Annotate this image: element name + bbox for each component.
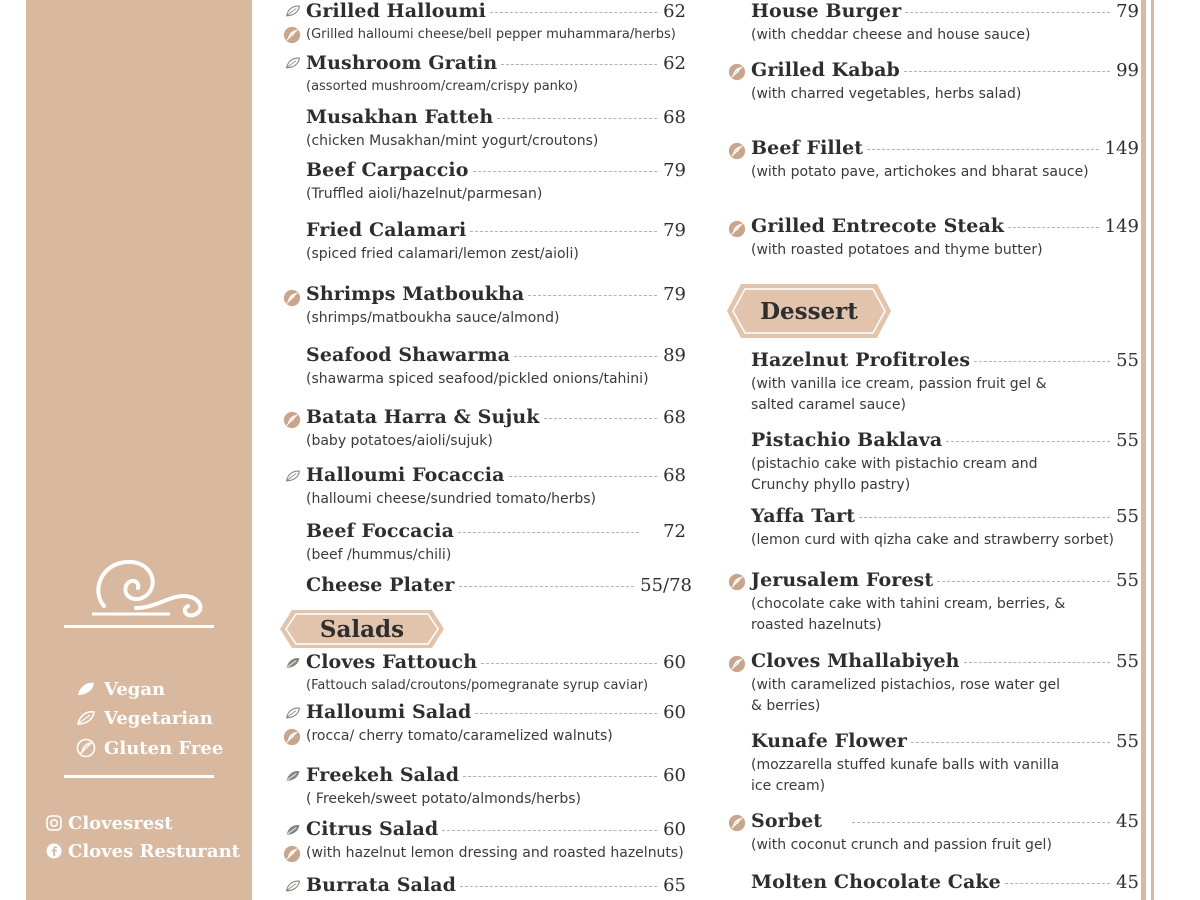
- vegetarian-leaf-icon: [285, 878, 301, 894]
- menu-item: [751, 871, 1139, 893]
- item-name: Freekeh Salad: [306, 764, 460, 786]
- menu-item: [306, 701, 686, 747]
- item-price: 60: [663, 819, 686, 840]
- item-price: 62: [663, 53, 686, 74]
- item-price: 89: [663, 345, 686, 366]
- gluten-free-icon: [728, 142, 746, 160]
- item-description: ice cream): [751, 778, 826, 794]
- item-description: (shawarma spiced seafood/pickled onions/tahini): [306, 371, 649, 387]
- item-name: Cloves Fattouch: [306, 651, 478, 673]
- item-description: (with coconut crunch and passion fruit gel): [751, 837, 1052, 853]
- item-description: (shrimps/matboukha sauce/almond): [306, 310, 560, 326]
- item-description: (with caramelized pistachios, rose water gel: [751, 677, 1061, 693]
- section-banner-dessert: [725, 282, 893, 340]
- item-price: 62: [663, 1, 686, 22]
- menu-item: [751, 0, 1139, 46]
- item-description: (lemon curd with qizha cake and strawberry sorbet): [751, 532, 1114, 548]
- item-description: (with vanilla ice cream, passion fruit gel &: [751, 376, 1047, 392]
- menu-item: [306, 344, 686, 390]
- instagram-icon: [46, 815, 62, 831]
- menu-item: [306, 283, 686, 329]
- menu-item: [306, 406, 686, 452]
- item-name: Mushroom Gratin: [306, 52, 498, 74]
- gluten-free-icon: [283, 845, 301, 863]
- vegetarian-leaf-icon: [285, 3, 301, 19]
- menu-item: [751, 215, 1139, 261]
- gluten-free-icon: [283, 411, 301, 429]
- item-price: 79: [1116, 1, 1139, 22]
- item-name: Pistachio Baklava: [751, 429, 943, 451]
- item-name: Jerusalem Forest: [751, 569, 934, 591]
- item-description: (with roasted potatoes and thyme butter): [751, 242, 1043, 258]
- gluten-free-icon: [728, 814, 746, 832]
- item-name: Seafood Shawarma: [306, 344, 511, 366]
- item-description: (rocca/ cherry tomato/caramelized walnuts): [306, 728, 613, 744]
- item-price: 99: [1116, 60, 1139, 81]
- item-name: Cheese Plater: [306, 574, 455, 596]
- menu-item: [306, 818, 686, 864]
- item-name: Halloumi Salad: [306, 701, 472, 723]
- item-price: 72: [663, 521, 686, 542]
- item-price: 55: [1116, 570, 1139, 591]
- gluten-free-icon: [283, 26, 301, 44]
- item-price: 55: [1116, 651, 1139, 672]
- item-description: (baby potatoes/aioli/sujuk): [306, 433, 493, 449]
- item-description: (beef /hummus/chili): [306, 547, 452, 563]
- section-title: Salads: [319, 615, 405, 643]
- item-price: 60: [663, 702, 686, 723]
- page-border: [1151, 0, 1154, 900]
- menu-item: [306, 106, 686, 152]
- gluten-free-icon: [76, 738, 96, 758]
- item-name: Grilled Kabab: [751, 59, 900, 81]
- menu-item: [306, 764, 686, 810]
- menu-item: [751, 59, 1139, 105]
- vegetarian-leaf-icon: [285, 55, 301, 71]
- item-name: Molten Chocolate Cake: [751, 871, 1001, 893]
- vegan-leaf-icon: [285, 655, 301, 671]
- item-name: Beef Carpaccio: [306, 159, 469, 181]
- item-price: 55: [1116, 350, 1139, 371]
- item-description: (chocolate cake with tahini cream, berries, &: [751, 596, 1066, 612]
- item-price: 55: [1116, 430, 1139, 451]
- item-description: (assorted mushroom/cream/crispy panko): [306, 79, 579, 94]
- item-description: & berries): [751, 698, 821, 714]
- menu-item: [306, 874, 686, 896]
- social-instagram[interactable]: [46, 811, 173, 835]
- menu-item: [751, 429, 1139, 496]
- item-price: 55: [1116, 506, 1139, 527]
- facebook-icon: [46, 843, 62, 859]
- item-name: Cloves Mhallabiyeh: [751, 650, 960, 672]
- vegan-leaf-icon: [285, 822, 301, 838]
- item-description: (Grilled halloumi cheese/bell pepper muhammara/herbs): [306, 27, 676, 42]
- legend-label: Vegan: [104, 678, 166, 700]
- item-description: ( Freekeh/sweet potato/almonds/herbs): [306, 791, 581, 807]
- divider-line: [64, 775, 214, 778]
- menu-item: [306, 52, 686, 97]
- item-price: 68: [663, 465, 686, 486]
- section-title: Dessert: [760, 297, 858, 325]
- item-name: Beef Fillet: [751, 137, 864, 159]
- legend-label: Vegetarian: [104, 707, 213, 729]
- item-description: (pistachio cake with pistachio cream and: [751, 456, 1038, 472]
- item-name: Fried Calamari: [306, 219, 467, 241]
- item-price: 68: [663, 407, 686, 428]
- item-description: (halloumi cheese/sundried tomato/herbs): [306, 491, 596, 507]
- item-name: Yaffa Tart: [751, 505, 856, 527]
- item-description: (Fattouch salad/croutons/pomegranate syrup caviar): [306, 678, 649, 693]
- item-price: 79: [663, 284, 686, 305]
- menu-item: [751, 810, 1139, 856]
- sidebar-panel: [26, 0, 252, 900]
- gluten-free-icon: [283, 289, 301, 307]
- item-price: 149: [1104, 138, 1139, 159]
- item-name: Beef Foccacia: [306, 520, 454, 542]
- item-price: 55: [1116, 731, 1139, 752]
- menu-item: [306, 464, 686, 510]
- menu-item: [751, 505, 1139, 551]
- item-description: roasted hazelnuts): [751, 617, 882, 633]
- item-name: Musakhan Fatteh: [306, 106, 494, 128]
- item-price: 79: [663, 160, 686, 181]
- item-description: (spiced fried calamari/lemon zest/aioli): [306, 246, 579, 262]
- menu-item: [306, 651, 686, 696]
- menu-item: [751, 349, 1139, 416]
- item-description: (Truffled aioli/hazelnut/parmesan): [306, 186, 543, 202]
- item-price: 79: [663, 220, 686, 241]
- item-name: Sorbet: [751, 810, 823, 832]
- menu-item: [751, 569, 1139, 636]
- legend-vegan: [76, 677, 165, 701]
- item-description: (with cheddar cheese and house sauce): [751, 27, 1031, 43]
- menu-item: [306, 520, 686, 566]
- item-description: (with potato pave, artichokes and bharat sauce): [751, 164, 1089, 180]
- vegan-leaf-icon: [285, 768, 301, 784]
- item-price: 68: [663, 107, 686, 128]
- divider-line: [64, 625, 214, 628]
- menu-item: [751, 137, 1139, 183]
- item-price: 45: [1116, 811, 1139, 832]
- item-name: Hazelnut Profitroles: [751, 349, 971, 371]
- item-name: Grilled Halloumi: [306, 0, 486, 22]
- item-price: 149: [1104, 216, 1139, 237]
- item-name: House Burger: [751, 0, 902, 22]
- vegetarian-leaf-icon: [285, 705, 301, 721]
- legend-label: Gluten Free: [104, 737, 224, 759]
- item-description: (mozzarella stuffed kunafe balls with vanilla: [751, 757, 1060, 773]
- menu-item: [306, 159, 686, 205]
- section-banner-salads: [278, 608, 446, 650]
- menu-item: [306, 219, 686, 265]
- item-name: Batata Harra & Sujuk: [306, 406, 540, 428]
- cloves-logo-icon: [86, 556, 216, 630]
- gluten-free-icon: [728, 573, 746, 591]
- item-price: 65: [663, 875, 686, 896]
- item-name: Kunafe Flower: [751, 730, 908, 752]
- gluten-free-icon: [283, 728, 301, 746]
- item-description: (with charred vegetables, herbs salad): [751, 86, 1022, 102]
- legend-gluten-free: [76, 736, 223, 760]
- vegetarian-leaf-icon: [76, 708, 96, 728]
- item-description: (chicken Musakhan/mint yogurt/croutons): [306, 133, 599, 149]
- vegetarian-leaf-icon: [285, 468, 301, 484]
- legend-vegetarian: [76, 706, 213, 730]
- item-description: (with hazelnut lemon dressing and roasted hazelnuts): [306, 845, 684, 861]
- item-price: 55/78: [640, 575, 692, 596]
- menu-item: [751, 650, 1139, 717]
- item-price: 60: [663, 652, 686, 673]
- gluten-free-icon: [728, 220, 746, 238]
- item-description: salted caramel sauce): [751, 397, 906, 413]
- item-name: Citrus Salad: [306, 818, 439, 840]
- menu-item: [751, 730, 1139, 797]
- social-label: Clovesrest: [68, 812, 173, 834]
- item-name: Grilled Entrecote Steak: [751, 215, 1005, 237]
- item-name: Halloumi Focaccia: [306, 464, 505, 486]
- social-facebook[interactable]: [46, 839, 240, 863]
- page-border: [1141, 0, 1146, 900]
- item-price: 60: [663, 765, 686, 786]
- gluten-free-icon: [728, 63, 746, 81]
- item-description: Crunchy phyllo pastry): [751, 477, 911, 493]
- item-name: Burrata Salad: [306, 874, 457, 896]
- item-price: 45: [1116, 872, 1139, 893]
- menu-item: [306, 0, 686, 45]
- gluten-free-icon: [728, 655, 746, 673]
- menu-item: [306, 574, 692, 596]
- social-label: Cloves Resturant: [68, 840, 240, 862]
- item-name: Shrimps Matboukha: [306, 283, 525, 305]
- vegan-leaf-icon: [76, 679, 96, 699]
